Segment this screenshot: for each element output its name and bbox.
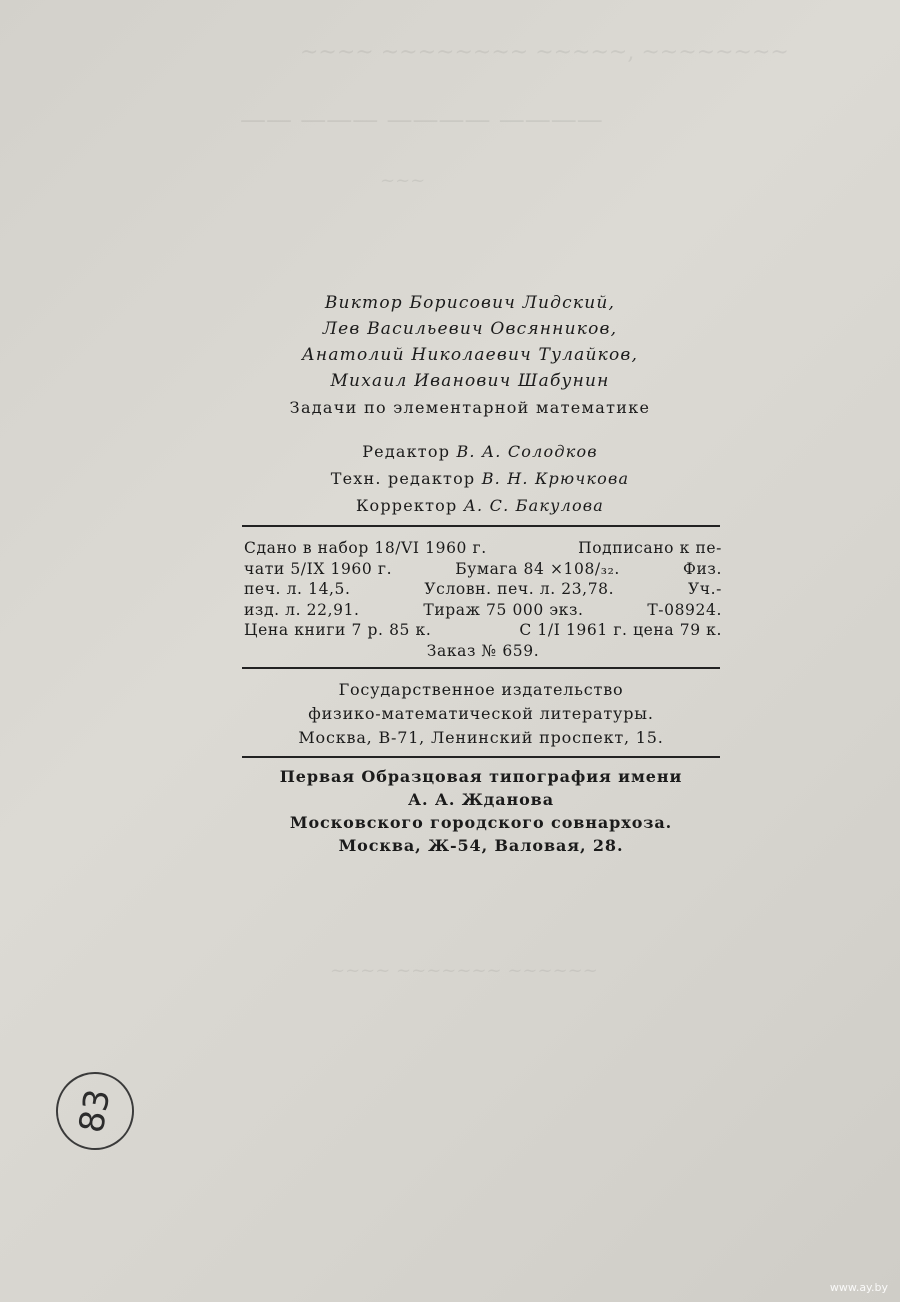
imprint-line (244, 620, 722, 641)
book-title: Задачи по элементарной математике (289, 398, 651, 417)
imprint-text: Сдано в набор 18/VI 1960 г. (244, 539, 487, 557)
library-stamp (50, 1066, 140, 1156)
editor-role: Редактор (362, 442, 451, 461)
author-name: Михаил Иванович Шабунин (330, 371, 610, 391)
proofreader-role: Корректор (355, 496, 458, 515)
imprint-line (244, 559, 722, 580)
imprint-text: Уч.- (687, 580, 722, 598)
imprint-text: Физ. (683, 559, 722, 578)
authors-list (260, 290, 680, 394)
publisher-block (242, 678, 720, 750)
publisher-line: Государственное издательство (338, 680, 624, 699)
printer-block (242, 765, 720, 857)
publisher-address: Москва, В-71, Ленинский проспект, 15. (298, 728, 664, 747)
imprint-text: С 1/I 1961 г. цена 79 к. (519, 621, 722, 639)
imprint-text: Заказ № 659. (426, 641, 540, 660)
imprint-text: изд. л. 22,91. (244, 600, 360, 619)
imprint-text: Тираж 75 000 экз. (423, 600, 584, 619)
proofreader-credit (300, 492, 660, 519)
imprint-text: чати 5/IX 1960 г. (244, 559, 393, 578)
imprint-text: Цена книги 7 р. 85 к. (244, 621, 432, 639)
tech-editor-role: Техн. редактор (330, 469, 476, 488)
proofreader-name: А. С. Бакулова (463, 496, 605, 515)
printer-line: А. А. Жданова (408, 790, 554, 809)
imprint-text: печ. л. 14,5. (244, 580, 351, 598)
publisher-line: физико-математической литературы. (308, 704, 654, 723)
divider-line (242, 667, 720, 669)
editor-name: В. А. Солодков (456, 442, 598, 461)
imprint-block (244, 538, 722, 661)
imprint-text: Т-08924. (647, 600, 722, 619)
show-through-text: ~~~~ ~~~~~~~~ ~~~~~, ~~~~~~~~ (300, 40, 789, 65)
show-through-text: ~~~ (380, 170, 426, 191)
author-name: Лев Васильевич Овсянников, (322, 319, 618, 339)
credits-block (300, 438, 660, 519)
imprint-text: Подписано к пе- (578, 539, 722, 557)
imprint-line (244, 579, 722, 600)
author-name: Виктор Борисович Лидский, (324, 293, 616, 313)
editor-credit (300, 438, 660, 465)
tech-editor-name: В. Н. Крючкова (481, 469, 630, 488)
imprint-text: Условн. печ. л. 23,78. (424, 580, 615, 598)
show-through-text: ~~~~ ~~~~~~~ ~~~~~~ (330, 960, 598, 981)
divider-line (242, 525, 720, 527)
imprint-line (244, 538, 722, 559)
printer-address: Москва, Ж-54, Валовая, 28. (338, 836, 624, 855)
printer-line: Первая Образцовая типография имени (279, 767, 683, 786)
stamp-number: 83 (71, 1086, 119, 1136)
printer-line: Московского городского совнархоза. (289, 813, 673, 832)
site-watermark: www.ay.by (829, 1281, 888, 1294)
imprint-line (244, 600, 722, 621)
imprint-text: Бумага 84 ×108/₃₂. (455, 559, 620, 578)
tech-editor-credit (300, 465, 660, 492)
author-name: Анатолий Николаевич Тулайков, (301, 345, 639, 365)
show-through-formula: —— ——— ———— ———— (240, 105, 603, 135)
divider-line (242, 756, 720, 758)
order-number (244, 641, 722, 662)
